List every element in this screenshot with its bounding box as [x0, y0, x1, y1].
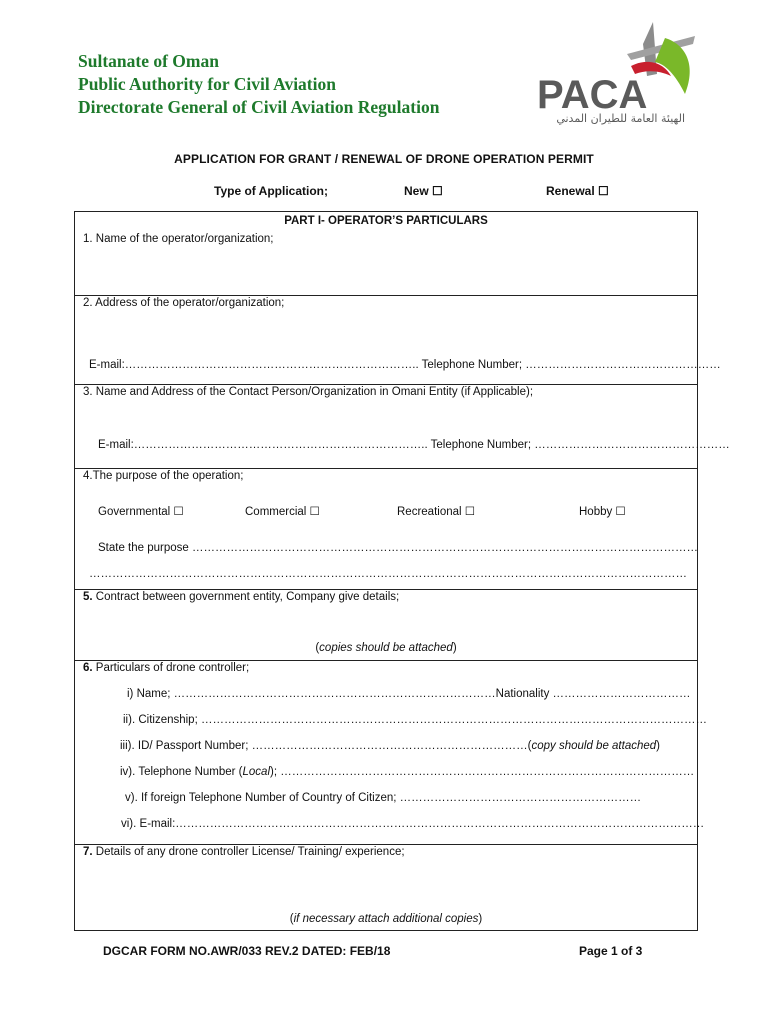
contact-email-phone-field[interactable]: E-mail:………………………………………………………………….. Telephone Number; ……………………………………………: [98, 439, 730, 451]
controller-particulars-label: 6. Particulars of drone controller;: [83, 662, 250, 674]
commercial-checkbox[interactable]: Commercial ☐: [245, 506, 320, 518]
section-6-controller: [74, 660, 707, 844]
authority-header: [78, 50, 439, 119]
copies-attached-note: (copies should be attached): [315, 642, 457, 654]
additional-copies-note: (if necessary attach additional copies): [289, 913, 483, 925]
controller-local-phone-field[interactable]: iv). Telephone Number (Local); ………………………………………………………………………………………………: [120, 766, 695, 778]
controller-foreign-phone-field[interactable]: v). If foreign Telephone Number of Country of Citizen; ………………………………………………………: [125, 792, 642, 804]
header-line-1: Sultanate of Oman: [78, 51, 219, 71]
section-7-license: [74, 844, 698, 931]
state-purpose-line-2[interactable]: …………………………………………………………………………………………………………………………………………: [89, 568, 687, 580]
controller-email-field[interactable]: vi). E-mail:…………………………………………………………………………………………………………………………: [121, 818, 705, 830]
section-5-contract: [74, 589, 698, 660]
svg-text:PACA: PACA: [537, 73, 648, 117]
license-training-label: 7. Details of any drone controller License/ Training/ experience;: [83, 846, 405, 858]
section-1-name: [74, 211, 698, 295]
controller-citizenship-field[interactable]: ii). Citizenship; ……………………………………………………………………………………………………………………: [123, 714, 707, 726]
contract-label: 5. Contract between government entity, Company give details;: [83, 591, 400, 603]
recreational-checkbox[interactable]: Recreational ☐: [397, 506, 476, 518]
hobby-checkbox[interactable]: Hobby ☐: [579, 506, 626, 518]
new-checkbox[interactable]: New ☐: [404, 184, 443, 198]
form-number: DGCAR FORM NO.AWR/033 REV.2 DATED: FEB/18: [103, 944, 391, 958]
type-of-application-label: Type of Application;: [214, 184, 328, 198]
paca-logo: [535, 14, 700, 126]
header-line-2: Public Authority for Civil Aviation: [78, 74, 336, 94]
paca-logo-icon: [535, 14, 700, 126]
contact-person-label: 3. Name and Address of the Contact Person/Organization in Omani Entity (if Applicable);: [83, 386, 534, 398]
section-2-address: [74, 295, 721, 384]
section-4-purpose: [74, 468, 698, 589]
renewal-checkbox[interactable]: Renewal ☐: [546, 184, 609, 198]
state-purpose-field[interactable]: State the purpose ……………………………………………………………………………………………………………………: [98, 542, 698, 554]
operator-address-label: 2. Address of the operator/organization;: [83, 297, 285, 309]
part-1-heading: PART I- OPERATOR’S PARTICULARS: [284, 215, 488, 227]
page-number: Page 1 of 3: [579, 944, 643, 958]
purpose-label: 4.The purpose of the operation;: [83, 470, 244, 482]
svg-text:الهيئة العامة للطيران المدني: الهيئة العامة للطيران المدني: [556, 112, 685, 125]
form-title: APPLICATION FOR GRANT / RENEWAL OF DRONE OPERATION PERMIT: [174, 152, 594, 166]
governmental-checkbox[interactable]: Governmental ☐: [98, 506, 184, 518]
controller-name-nationality-field[interactable]: i) Name; …………………………………………………………………………Nationality ………………………………: [127, 688, 691, 700]
controller-passport-field[interactable]: iii). ID/ Passport Number; ………………………………………………………………(copy should be attached): [120, 740, 661, 752]
operator-name-label: 1. Name of the operator/organization;: [83, 233, 274, 245]
header-line-3: Directorate General of Civil Aviation Regulation: [78, 97, 440, 117]
operator-email-phone-field[interactable]: E-mail:………………………………………………………………….. Telephone Number; ……………………………………………: [89, 359, 721, 371]
section-3-contact: [74, 384, 730, 468]
